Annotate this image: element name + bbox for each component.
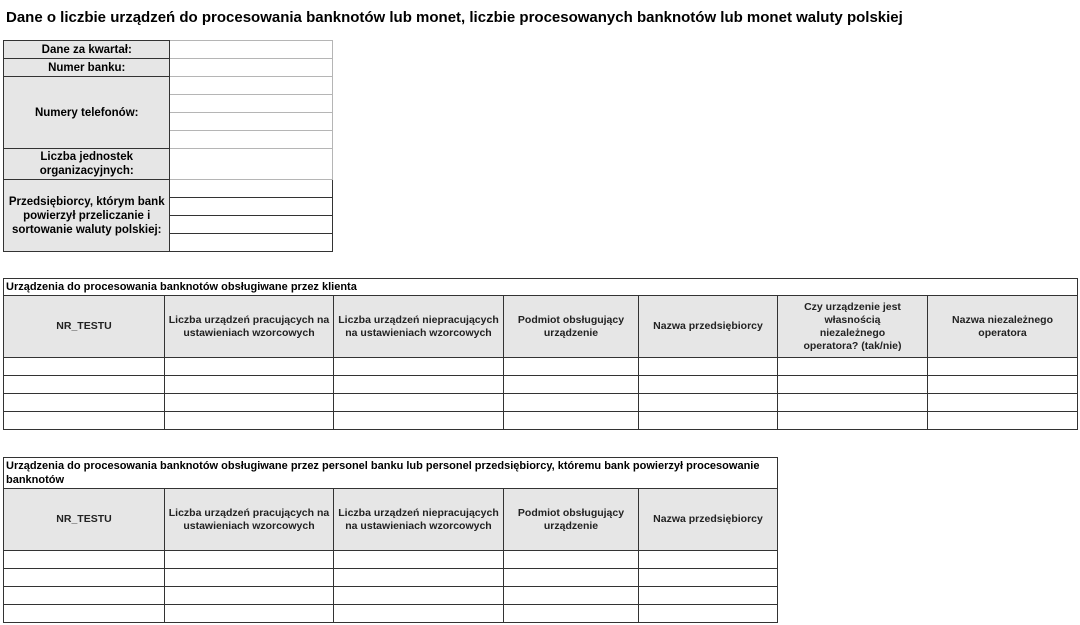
column-header: NR_TESTU [4, 296, 165, 358]
phone-number-field[interactable] [170, 77, 333, 95]
org-units-field[interactable] [170, 149, 333, 180]
column-header: Liczba urządzeń pracujących na ustawieniach wzorcowych [165, 489, 334, 551]
table-cell[interactable] [4, 587, 165, 605]
table-cell[interactable] [504, 412, 639, 430]
bank-number-field[interactable] [170, 59, 333, 77]
column-header: Podmiot obsługujący urządzenie [504, 489, 639, 551]
table-cell[interactable] [334, 358, 504, 376]
column-header: Nazwa niezależnego operatora [928, 296, 1078, 358]
table-caption: Urządzenia do procesowania banknotów obsługiwane przez klienta [4, 279, 1078, 296]
table-cell[interactable] [504, 394, 639, 412]
table-cell[interactable] [334, 551, 504, 569]
table-cell[interactable] [334, 569, 504, 587]
table-cell[interactable] [334, 605, 504, 623]
column-header: Nazwa przedsiębiorcy [639, 296, 778, 358]
info-table [3, 40, 333, 252]
quarter-label: Dane za kwartał: [4, 41, 170, 59]
phone-number-field[interactable] [170, 131, 333, 149]
table-cell[interactable] [504, 569, 639, 587]
table-cell[interactable] [639, 358, 778, 376]
table-row [4, 412, 1078, 430]
table-cell[interactable] [504, 605, 639, 623]
table-cell[interactable] [334, 376, 504, 394]
table-row [4, 551, 778, 569]
contractor-field[interactable] [170, 180, 333, 198]
table-cell[interactable] [4, 412, 165, 430]
table-cell[interactable] [928, 412, 1078, 430]
table-cell[interactable] [334, 587, 504, 605]
table-cell[interactable] [928, 394, 1078, 412]
table-cell[interactable] [4, 551, 165, 569]
table-cell[interactable] [928, 376, 1078, 394]
table-cell[interactable] [334, 412, 504, 430]
table-cell[interactable] [4, 376, 165, 394]
table-cell[interactable] [165, 376, 334, 394]
table-cell[interactable] [504, 551, 639, 569]
table-cell[interactable] [778, 394, 928, 412]
client-devices-table [3, 278, 1078, 430]
document-title: Dane o liczbie urządzeń do procesowania banknotów lub monet, liczbie procesowanych banknotów lub monet waluty polskiej [6, 9, 903, 26]
table-cell[interactable] [165, 412, 334, 430]
table-cell[interactable] [334, 394, 504, 412]
table-cell[interactable] [639, 412, 778, 430]
contractors-label: Przedsiębiorcy, którym bank powierzył przeliczanie i sortowanie waluty polskiej: [4, 180, 170, 252]
table-cell[interactable] [639, 376, 778, 394]
table-cell[interactable] [4, 358, 165, 376]
phone-number-field[interactable] [170, 113, 333, 131]
table-cell[interactable] [639, 394, 778, 412]
table-row [4, 569, 778, 587]
table-row [4, 605, 778, 623]
table-cell[interactable] [639, 587, 778, 605]
column-header: Liczba urządzeń niepracujących na ustawieniach wzorcowych [334, 296, 504, 358]
table-cell[interactable] [639, 569, 778, 587]
table-cell[interactable] [165, 551, 334, 569]
table-row [4, 376, 1078, 394]
table-cell[interactable] [165, 394, 334, 412]
phone-numbers-label: Numery telefonów: [4, 77, 170, 149]
contractor-field[interactable] [170, 234, 333, 252]
column-header: Podmiot obsługujący urządzenie [504, 296, 639, 358]
column-header: Liczba urządzeń niepracujących na ustawieniach wzorcowych [334, 489, 504, 551]
staff-devices-table [3, 457, 778, 623]
table-cell[interactable] [639, 551, 778, 569]
column-header: NR_TESTU [4, 489, 165, 551]
table-cell[interactable] [4, 569, 165, 587]
table-cell[interactable] [778, 376, 928, 394]
table-row [4, 358, 1078, 376]
table-cell[interactable] [778, 412, 928, 430]
table-cell[interactable] [504, 358, 639, 376]
quarter-field[interactable] [170, 41, 333, 59]
table-cell[interactable] [504, 376, 639, 394]
phone-number-field[interactable] [170, 95, 333, 113]
table-row [4, 587, 778, 605]
contractor-field[interactable] [170, 216, 333, 234]
table-cell[interactable] [778, 358, 928, 376]
table-cell[interactable] [165, 569, 334, 587]
table-cell[interactable] [639, 605, 778, 623]
bank-number-label: Numer banku: [4, 59, 170, 77]
table-cell[interactable] [165, 358, 334, 376]
column-header: Nazwa przedsiębiorcy [639, 489, 778, 551]
table-cell[interactable] [504, 587, 639, 605]
table-caption: Urządzenia do procesowania banknotów obsługiwane przez personel banku lub personel przedsiębiorcy, któremu bank powierzył procesowanie banknotów [4, 458, 778, 489]
column-header: Liczba urządzeń pracujących na ustawieniach wzorcowych [165, 296, 334, 358]
contractor-field[interactable] [170, 198, 333, 216]
column-header: Czy urządzenie jest własnością niezależnego operatora? (tak/nie) [778, 296, 928, 358]
org-units-label: Liczba jednostek organizacyjnych: [4, 149, 170, 180]
table-cell[interactable] [4, 605, 165, 623]
table-row [4, 394, 1078, 412]
table-cell[interactable] [928, 358, 1078, 376]
table-cell[interactable] [4, 394, 165, 412]
table-cell[interactable] [165, 587, 334, 605]
table-cell[interactable] [165, 605, 334, 623]
